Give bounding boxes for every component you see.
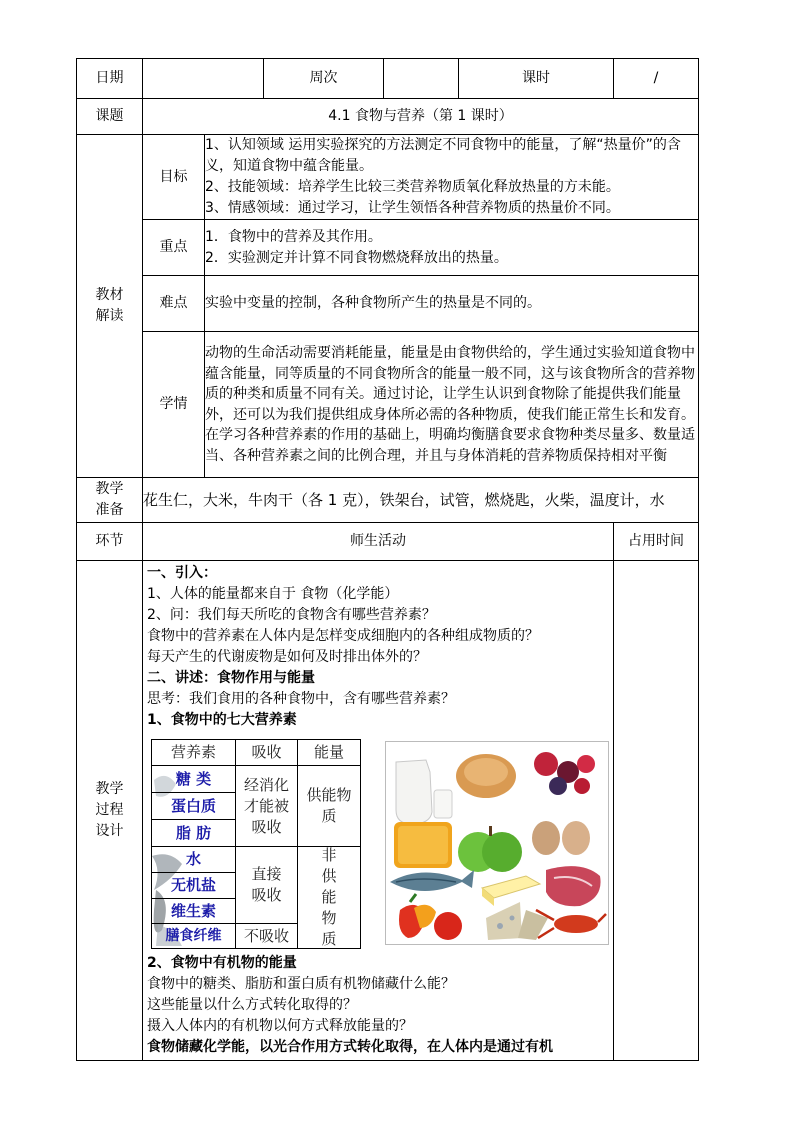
intro-line: 2、问：我们每天所吃的食物含有哪些营养素？ — [147, 607, 436, 623]
sub2-line: 食物中的糖类、脂肪和蛋白质有机物储藏什么能？ — [147, 976, 455, 992]
analysis-label: 教材 解读 — [77, 135, 143, 478]
header-row — [77, 59, 699, 99]
week-label: 周次 — [264, 59, 384, 99]
nt-protein: 蛋白质 — [152, 793, 236, 820]
difficulty-row — [77, 276, 699, 332]
nt-sugar: 糖 类 — [152, 766, 236, 793]
prep-text: 花生仁，大米，牛肉干（各 1 克），铁架台，试管，燃烧匙，火柴，温度计，水 — [143, 478, 699, 523]
prep-label: 教学 准备 — [77, 478, 143, 523]
keypoints-row — [77, 220, 699, 276]
topic-row — [77, 99, 699, 135]
sub2-line: 摄入人体内的有机物以何方式释放能量的？ — [147, 1018, 413, 1034]
period-value: / — [614, 59, 699, 99]
topic-label: 课题 — [77, 99, 143, 135]
nt-head-nutrient: 营养素 — [152, 740, 236, 766]
process-time — [614, 561, 699, 1061]
section-col3: 占用时间 — [614, 523, 699, 561]
sub-heading-2: 2、食物中有机物的能量 — [147, 955, 297, 971]
period-label: 课时 — [459, 59, 614, 99]
sub2-line: 这些能量以什么方式转化取得的？ — [147, 997, 357, 1013]
keypoints-label: 重点 — [143, 220, 205, 276]
keypoints-text: 1．食物中的营养及其作用。 2．实验测定并计算不同食物燃烧释放出的热量。 — [205, 220, 699, 276]
intro-line: 食物中的营养素在人体内是怎样变成细胞内的各种组成物质的？ — [147, 628, 539, 644]
nt-water: 水 — [152, 847, 236, 873]
nt-direct-absorb: 直接吸收 — [236, 847, 298, 924]
nt-energy-no: 非供能物质 — [321, 846, 337, 948]
goals-text: 1、认知领域 运用实验探究的方法测定不同食物中的能量，了解“热量价”的含义，知道食物中蕴含能量。 2、技能领域：培养学生比较三类营养物质氧化释放热量的方未能。 3、情感领域：通过学习，让学生领悟各种营养物质的热量价不同。 — [205, 135, 699, 220]
students-label: 学情 — [143, 332, 205, 478]
nt-fiber: 膳食纤维 — [152, 924, 236, 948]
lecture-heading: 二、讲述：食物作用与能量 — [147, 670, 315, 686]
nt-vitamin: 维生素 — [152, 899, 236, 924]
difficulty-text: 实验中变量的控制，各种食物所产生的热量是不同的。 — [205, 276, 699, 332]
lesson-plan-table — [76, 58, 699, 1061]
process-label: 教学 过程 设计 — [77, 561, 143, 1061]
nt-no-absorb: 不吸收 — [236, 924, 298, 948]
nutrient-figure — [147, 735, 609, 951]
nt-head-energy: 能量 — [298, 740, 360, 766]
section-col1: 环节 — [77, 523, 143, 561]
section-col2: 师生活动 — [143, 523, 614, 561]
nt-fat: 脂 肪 — [152, 820, 236, 847]
nt-head-absorb: 吸收 — [236, 740, 298, 766]
milk-image — [396, 760, 452, 824]
date-label: 日期 — [77, 59, 143, 99]
students-row — [77, 332, 699, 478]
goals-label: 目标 — [143, 135, 205, 220]
nt-energy-yes: 供能物质 — [298, 766, 360, 847]
nt-digest-absorb: 经消化才能被吸收 — [236, 766, 298, 847]
process-row — [77, 561, 699, 1061]
sub-heading-1: 1、食物中的七大营养素 — [147, 712, 297, 728]
lecture-question: 思考：我们食用的各种食物中，含有哪些营养素？ — [147, 691, 455, 707]
answer-line: 食物储藏化学能，以光合作用方式转化取得，在人体内是通过有机 — [147, 1039, 553, 1055]
date-value — [143, 59, 264, 99]
food-photo-collage — [385, 741, 609, 945]
week-value — [384, 59, 459, 99]
topic-value: 4.1 食物与营养（第 1 课时） — [143, 99, 699, 135]
lesson-plan-page — [76, 58, 698, 1061]
intro-heading: 一、引入： — [147, 565, 217, 581]
section-header-row — [77, 523, 699, 561]
goals-row — [77, 135, 699, 220]
process-content — [143, 561, 614, 1061]
difficulty-label: 难点 — [143, 276, 205, 332]
intro-line: 每天产生的代谢废物是如何及时排出体外的？ — [147, 649, 427, 665]
prep-row — [77, 478, 699, 523]
nutrient-table — [151, 739, 361, 949]
students-text: 动物的生命活动需要消耗能量，能量是由食物供给的，学生通过实验知道食物中蕴含能量，同等质量的不同食物所含的能量一般不同，这与该食物所含的营养物质的种类和质量不同有关。通过讨论，让学生认识到食物除了能提供我们能量外，还可以为我们提供组成身体所必需的各种物质，使我们能正常生长和发育。在学习各种营养素的作用的基础上，明确均衡膳食要求食物种类尽量多、数量适当、各种营养素之间的比例合理，并且与身体消耗的营养物质保持相对平衡 — [205, 332, 699, 478]
intro-line: 1、人体的能量都来自于 食物（化学能） — [147, 586, 399, 602]
nt-mineral: 无机盐 — [152, 873, 236, 899]
